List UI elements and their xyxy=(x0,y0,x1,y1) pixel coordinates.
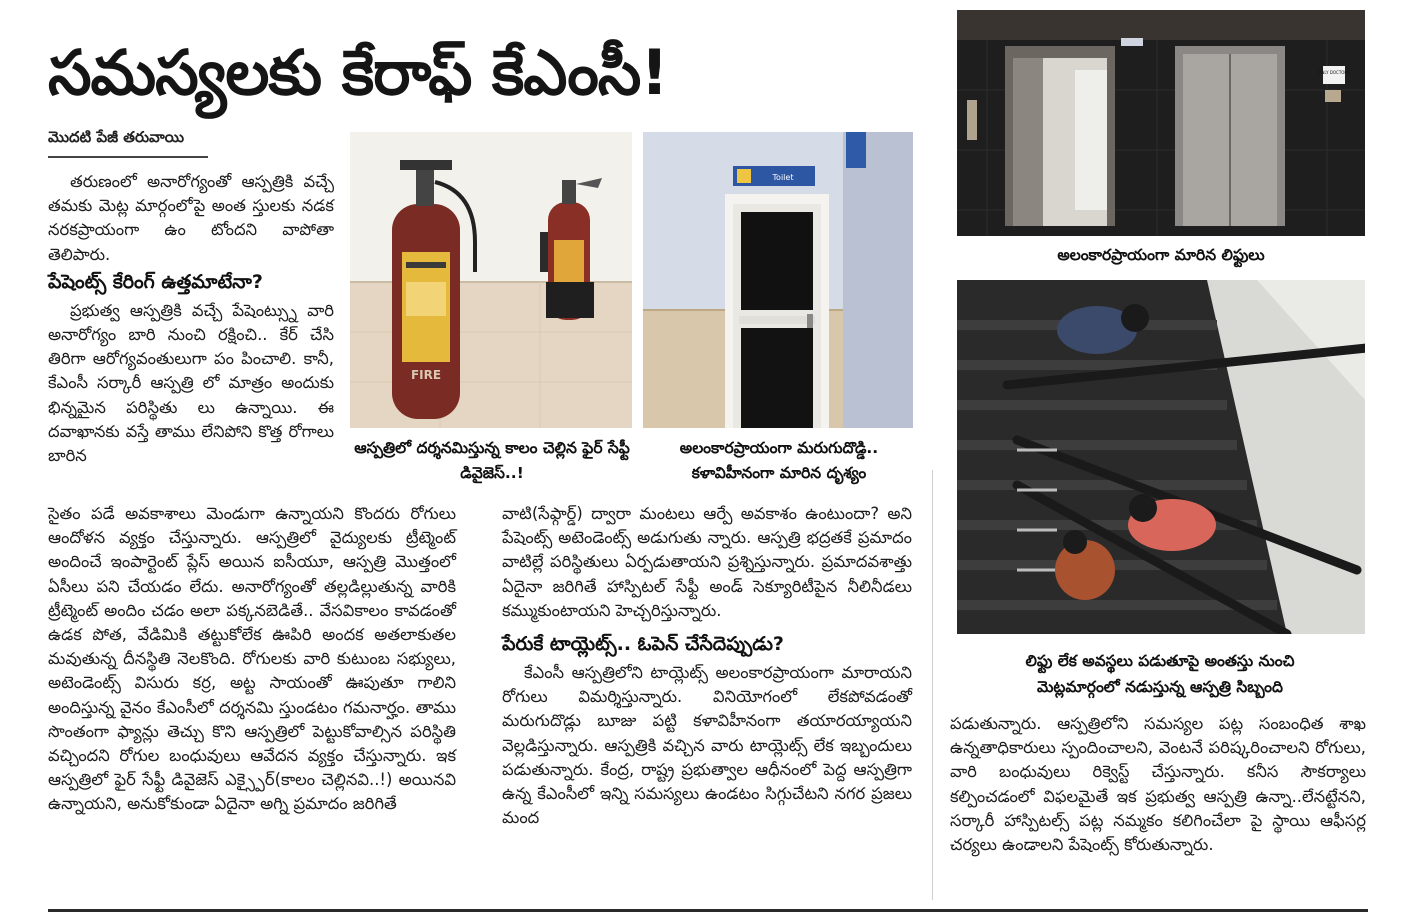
subhead-patient-care: పేషెంట్స్ కేరింగ్ ఉత్తమాటేనా? xyxy=(48,270,263,293)
fire-extinguisher-photo xyxy=(350,132,632,428)
toilets-paragraph: కేఎంసీ ఆస్పత్రిలోని టాయ్లెట్స్ అలంకారప్రాయంగా మారాయని రోగులు విమర్శిస్తున్నారు. వినియోగంలో లేకపోవడంతో మరుగుదొడ్లు బూజు పట్టి కళావిహీనంగా తయారయ్యాయని వెల్లడిస్తున్నారు. ఆస్పత్రికి వచ్చిన వారు టాయ్లెట్స్ లేక ఇబ్బందులు పడుతున్నారు. కేంద్ర, రాష్ట్ర ప్రభుత్వాల ఆధీనంలో పెద్ద ఆస్పత్రిగా ఉన్న కేఎంసీలో ఇన్ని సమస్యలు ఉండటం సిగ్గుచేటని నగర ప్రజలు మంద xyxy=(502,663,912,828)
column-2 xyxy=(502,502,912,830)
toilet-sign-text: Toilet xyxy=(772,173,794,182)
stairs-photo xyxy=(957,280,1365,634)
column-divider xyxy=(932,470,933,900)
closing-paragraph: పడుతున్నారు. ఆస్పత్రిలోని సమస్యల పట్ల సంబంధిత శాఖ ఉన్నతాధికారులు స్పందించాలని, వెంటనే పరిష్కరించాలని రోగులు, వారి బంధువులు రిక్వెస్ట్ చేస్తున్నారు. కనీస సౌకర్యాలు కల్పించడంలో విఫలమైతే ఇక ప్రభుత్వ ఆస్పత్రి ఉన్నా..లేనట్టేనని, సర్కారీ హాస్పిటల్స్ పట్ల నమ్మకం కలిగించేలా పై స్థాయి ఆఫీసర్ల చర్యలు ఉండాలని పేషెంట్స్ కోరుతున్నారు. xyxy=(950,714,1366,855)
lift-photo-caption: అలంకారప్రాయంగా మారిన లిఫ్టులు xyxy=(1057,246,1265,264)
fire-text: FIRE xyxy=(410,368,442,382)
fire-safety-paragraph: వాటి(సేఫ్గార్డ్) ద్వారా మంటలు ఆర్పే అవకాశం ఉంటుందా? అని పేషెంట్స్ అటెండెంట్స్ అడుగుతు న్నారు. ఆస్పత్రి భద్రతకే ప్రమాదం వాటిల్లే పరిస్థితులు ఏర్పడుతాయని ప్రశ్నిస్తున్నారు. ప్రమాదవశాత్తు ఏదైనా జరిగితే హాస్పిటల్ సేఫ్టీ అండ్ సెక్యూరిటీపైన నీలినీడలు కమ్ముకుంటాయని హెచ్చరిస్తున్నారు. xyxy=(502,504,912,620)
column-1-lower xyxy=(48,502,456,817)
stairs-photo-caption: లిఫ్టు లేక అవస్థలు పడుతూపై అంతస్తు నుంచి మెట్లమార్గంలో నడుస్తున్న ఆస్పత్రి సిబ్బంది xyxy=(1025,652,1295,696)
headline: సమస్యలకు కేరాఫ్ కేఎంసీ! xyxy=(48,36,668,109)
page-bottom-rule xyxy=(48,909,1368,912)
lift-photo xyxy=(957,10,1365,236)
intro-paragraph: తరుణంలో అనారోగ్యంతో ఆస్పత్రికి వచ్చే తమకు మెట్ల మార్గంలోపై అంత స్తులకు నడక నరకప్రాయంగా ఉం టోందని వాపోతా తెలిపారు. xyxy=(48,172,334,264)
subhead-toilets: పేరుకే టాయ్లెట్స్.. ఓపెన్ చేసేదెప్పుడు? xyxy=(502,633,784,656)
patient-care-paragraph-continued: సైతం పడే అవకాశాలు మెండుగా ఉన్నాయని కొందరు రోగులు ఆందోళన వ్యక్తం చేస్తున్నారు. ఆస్పత్రిలో వైద్యులకు ట్రీట్మెంట్ అందించే ఇంపార్టెంట్ ప్లేస్ అయిన ఐసీయూ, ఆస్పత్రి మొత్తంలో ఏసీలు పని చేయడం లేదు. అనారోగ్యంతో తల్లడిల్లుతున్న వారికి ట్రీట్మెంట్ అందిం చడం అలా పక్కనబెడితే.. వేసవికాలం కావడంతో ఉడక పోత, వేడిమికి తట్టుకోలేక ఊపిరి అందక అతలాకుతల మవుతున్న దీనస్థితి నెలకొంది. రోగులకు వారి కుటుంబ సభ్యులు, అటెండెంట్స్ విసురు కర్ర, అట్ట సాయంతో ఊపుతూ గాలిని అందిస్తున్న వైనం కేఎంసీలో దర్శనమి స్తుండటం గమనార్హం. తాము సొంతంగా ఫ్యాన్లు తెచ్చు కొని ఆస్పత్రిలో పెట్టుకోవాల్సిన పరిస్థితి వచ్చిందని రోగుల బంధువులు ఆవేదన వ్యక్తం చేస్తున్నారు. ఇక ఆస్పత్రిలో ఫైర్ సేఫ్టీ డివైజెస్ ఎక్స్పైర్(కాలం చెల్లినవి..!) అయినవి ఉన్నాయని, అనుకోకుండా ఏదైనా అగ్ని ప్రమాదం జరిగితే xyxy=(48,504,456,814)
column-1-upper xyxy=(48,170,334,468)
toilet-photo-caption: అలంకారప్రాయంగా మరుగుదొడ్డి.. కళావిహీనంగా మారిన దృశ్యం xyxy=(679,439,879,482)
patient-care-paragraph: ప్రభుత్వ ఆస్పత్రికి వచ్చే పేషెంట్స్ను వారి అనారోగ్యం బారి నుంచి రక్షించి.. కేర్ చేసి తిరిగా ఆరోగ్యవంతులుగా పం పించాలి. కానీ, కేఎంసీ సర్కారీ ఆస్పత్రి లో మాత్రం అందుకు భిన్నమైన పరిస్థితు లు ఉన్నాయి. ఈ దవాఖానకు వస్తే తాము లేనిపోని కొత్త రోగాలు బారిన xyxy=(48,300,334,466)
lift-sign-text: ONLY DOCTORS xyxy=(1318,70,1350,75)
column-3 xyxy=(950,712,1366,857)
toilet-door-photo xyxy=(643,132,913,428)
continued-from-front-page-label: మొదటి పేజీ తరువాయి xyxy=(48,128,208,158)
fire-photo-caption: ఆస్పత్రిలో దర్శనమిస్తున్న కాలం చెల్లిన ఫైర్ సేఫ్టీ డివైజెస్..! xyxy=(354,439,630,482)
